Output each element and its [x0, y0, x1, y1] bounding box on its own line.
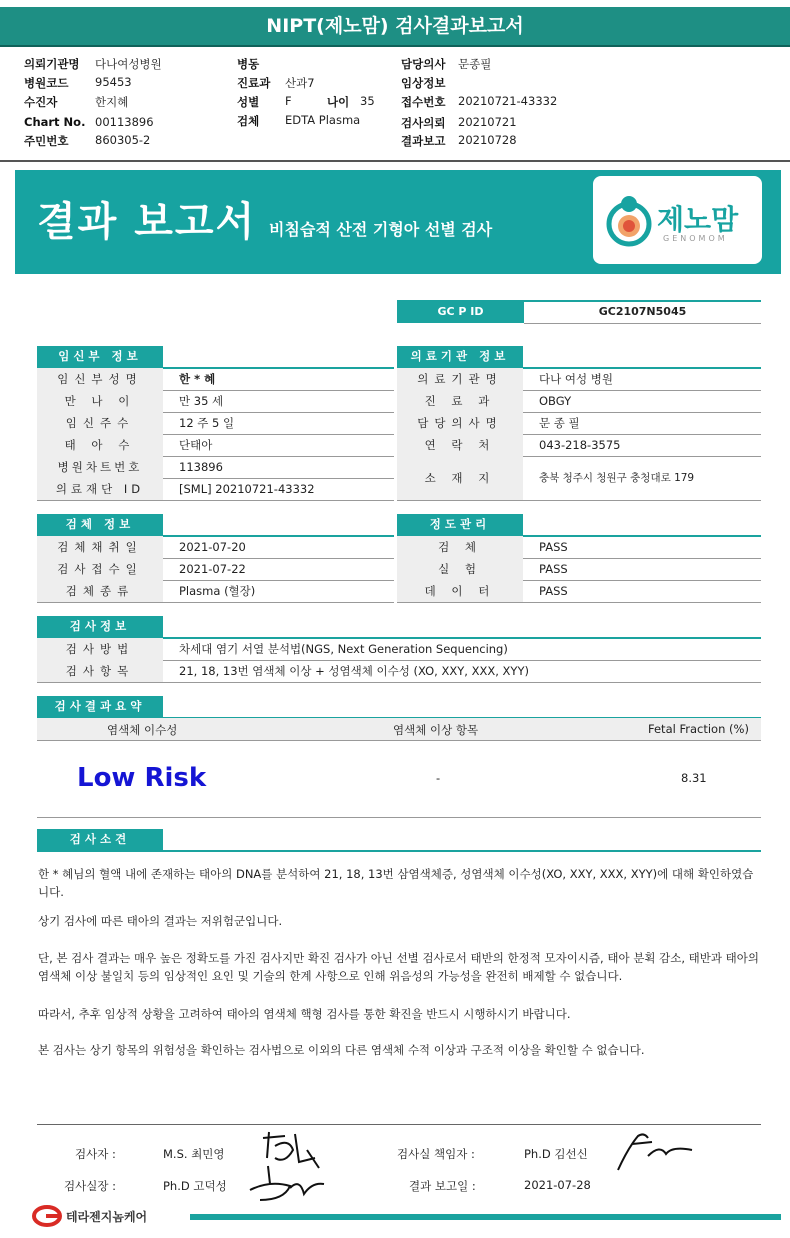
patient-section-head: 임신부 정보	[37, 346, 163, 367]
table-row	[37, 368, 394, 391]
row-key: 만 나 이	[37, 390, 163, 412]
finding-paragraph: 단, 본 검사 결과는 매우 높은 정확도를 가진 검사지만 확진 검사가 아닌 선별 검사로서 태반의 한정적 모자이시즘, 태아 분획 감소, 태반과 태아의 염색체 이상 불일치 등의 임상적인 요인 및 기술의 한계 사항으로 인해 위음성의 가능성을 완전히 배제할 수 없습니다.	[38, 951, 759, 983]
table-row	[397, 536, 761, 559]
chief-name: Ph.D 김선신	[524, 1147, 588, 1161]
table-row	[397, 580, 761, 603]
company-name: 테라젠지놈케어	[66, 1210, 148, 1224]
summary-result-row	[37, 741, 761, 818]
row-key: 소 재 지	[397, 456, 523, 500]
row-key: 검사방법	[37, 638, 163, 660]
finding-paragraph: 본 검사는 상기 항목의 위험성을 확인하는 검사법으로 이외의 다른 염색체 수적 이상과 구조적 이상을 확인할 수 없습니다.	[38, 1043, 645, 1057]
summary-section-head: 검사결과요약	[37, 696, 163, 717]
table-row	[37, 390, 394, 413]
col-header: Fetal Fraction (%)	[648, 722, 749, 736]
genomom-logo-icon	[605, 192, 653, 248]
divider	[397, 300, 761, 302]
row-key: 병원차트번호	[37, 456, 163, 478]
info-value: 산과7	[285, 76, 315, 90]
row-value: 다나 여성 병원	[539, 372, 613, 386]
company-logo	[30, 1203, 190, 1229]
genomom-logo	[593, 176, 762, 264]
row-key: 의료재단 ID	[37, 478, 163, 500]
table-row	[397, 412, 761, 435]
info-value: F	[285, 94, 292, 108]
result-banner	[15, 170, 781, 274]
row-key: 의료기관명	[397, 368, 523, 390]
row-key: 실 험	[397, 558, 523, 580]
table-row	[37, 456, 394, 479]
row-value: Plasma (혈장)	[179, 584, 256, 598]
col-header: 염색체 이수성	[107, 723, 178, 737]
info-label: 수진자	[24, 95, 58, 109]
info-label: 결과보고	[401, 134, 446, 148]
test-section-head: 검사정보	[37, 616, 163, 637]
director-name: Ph.D 고덕성	[163, 1179, 227, 1193]
report-date: 2021-07-28	[524, 1178, 591, 1192]
row-value: 충북 청주시 청원구 충청대로 179	[539, 472, 695, 484]
info-value: 20210721	[458, 115, 517, 129]
date-label: 결과 보고일 :	[409, 1179, 476, 1193]
abnormal-item: -	[436, 771, 441, 785]
table-row	[37, 536, 394, 559]
table-row	[397, 368, 761, 391]
table-row	[37, 478, 394, 501]
row-key: 담당의사명	[397, 412, 523, 434]
footer-divider	[37, 1124, 761, 1125]
director-label: 검사실장 :	[64, 1179, 116, 1193]
info-value: 20210721-43332	[458, 94, 558, 108]
row-value: 043-218-3575	[539, 438, 621, 452]
row-value: PASS	[539, 562, 568, 576]
chief-label: 검사실 책임자 :	[397, 1147, 475, 1161]
qc-section-head: 정도관리	[397, 514, 523, 535]
patient-info-block	[0, 52, 790, 162]
info-label: 임상정보	[401, 76, 446, 90]
row-key: 임신주수	[37, 412, 163, 434]
info-label: 담당의사	[401, 57, 446, 71]
row-key: 데 이 터	[397, 580, 523, 602]
info-value: 00113896	[95, 115, 154, 129]
table-row	[397, 434, 761, 457]
gcpid-label: GC P ID	[397, 301, 524, 323]
table-row	[37, 660, 761, 683]
gcpid-value: GC2107N5045	[524, 301, 761, 324]
finding-paragraph: 상기 검사에 따른 태아의 결과는 저위험군입니다.	[38, 914, 283, 928]
finding-paragraph: 한 * 혜님의 혈액 내에 존재하는 태아의 DNA를 분석하여 21, 18, 13번 삼염색체증, 성염색체 이수성(XO, XXY, XXX, XYY)에 대해 확인하였습니다.	[38, 867, 754, 899]
info-label: 병동	[237, 57, 260, 71]
info-label: 검사의뢰	[401, 116, 446, 130]
row-key: 태 아 수	[37, 434, 163, 456]
company-logo-icon	[32, 1205, 62, 1227]
info-value: 860305-2	[95, 133, 151, 147]
info-label: Chart No.	[24, 115, 86, 129]
divider	[37, 850, 761, 852]
row-value: 2021-07-22	[179, 562, 246, 576]
info-value: 95453	[95, 75, 132, 89]
row-key: 검체종류	[37, 580, 163, 602]
findings-section-head: 검사소견	[37, 829, 163, 850]
table-row	[397, 390, 761, 413]
info-label: 진료과	[237, 76, 271, 90]
row-value: [SML] 20210721-43332	[179, 482, 315, 496]
info-label: 병원코드	[24, 76, 69, 90]
chief-signature	[608, 1128, 698, 1176]
table-row	[37, 434, 394, 457]
row-key: 임신부성명	[37, 368, 163, 390]
row-value: PASS	[539, 540, 568, 554]
age-value: 35	[360, 94, 375, 108]
logo-subtext: GENOMOM	[663, 234, 728, 243]
hospital-section-head: 의료기관 정보	[397, 346, 523, 367]
row-value: 만 35 세	[179, 394, 224, 408]
age-label: 나이	[327, 95, 350, 109]
row-value: 단태아	[179, 438, 213, 452]
info-value: 한지혜	[95, 95, 129, 109]
tester-label: 검사자 :	[75, 1147, 116, 1161]
table-row	[37, 412, 394, 435]
table-row	[397, 456, 761, 501]
info-label: 성별	[237, 95, 260, 109]
info-value: 20210728	[458, 133, 517, 147]
row-value: 12 주 5 일	[179, 416, 235, 430]
info-label: 접수번호	[401, 95, 446, 109]
info-value: 문종필	[458, 57, 492, 71]
row-value: 차세대 염기 서열 분석법(NGS, Next Generation Sequencing)	[179, 642, 508, 656]
row-key: 진 료 과	[397, 390, 523, 412]
banner-subtitle: 비침습적 산전 기형아 선별 검사	[269, 220, 493, 239]
row-value: 21, 18, 13번 염색체 이상 + 성염색체 이수성 (XO, XXY, XXX, XYY)	[179, 664, 529, 678]
table-row	[37, 638, 761, 661]
row-value: OBGY	[539, 394, 572, 408]
specimen-section-head: 검체 정보	[37, 514, 163, 535]
table-row	[37, 558, 394, 581]
col-header: 염색체 이상 항목	[393, 723, 479, 737]
banner-title: 결과 보고서	[37, 199, 257, 245]
row-key: 검사접수일	[37, 558, 163, 580]
director-signature	[240, 1160, 330, 1208]
table-row	[37, 580, 394, 603]
summary-header-row	[37, 718, 761, 741]
info-label: 주민번호	[24, 134, 69, 148]
finding-paragraph: 따라서, 추후 임상적 상황을 고려하여 태아의 염색체 핵형 검사를 통한 확진을 반드시 시행하시기 바랍니다.	[38, 1007, 571, 1021]
logo-text: 제노맘	[657, 203, 739, 236]
row-value: 113896	[179, 460, 223, 474]
report-title: NIPT(제노맘) 검사결과보고서	[0, 7, 790, 47]
row-key: 검사항목	[37, 660, 163, 682]
info-value: EDTA Plasma	[285, 113, 361, 127]
row-key: 연 락 처	[397, 434, 523, 456]
info-label: 검체	[237, 114, 260, 128]
fetal-fraction: 8.31	[681, 771, 707, 785]
row-key: 검체채취일	[37, 536, 163, 558]
row-value: PASS	[539, 584, 568, 598]
tester-name: M.S. 최민영	[163, 1147, 225, 1161]
table-row	[397, 558, 761, 581]
row-value: 문 종 필	[539, 416, 580, 430]
row-key: 검 체	[397, 536, 523, 558]
report-header	[0, 0, 790, 60]
row-value: 한 * 혜	[179, 372, 216, 386]
footer-bar	[190, 1214, 781, 1220]
row-value: 2021-07-20	[179, 540, 246, 554]
info-value: 다나여성병원	[95, 57, 162, 71]
info-label: 의뢰기관명	[24, 57, 80, 71]
risk-result: Low Risk	[77, 763, 207, 793]
